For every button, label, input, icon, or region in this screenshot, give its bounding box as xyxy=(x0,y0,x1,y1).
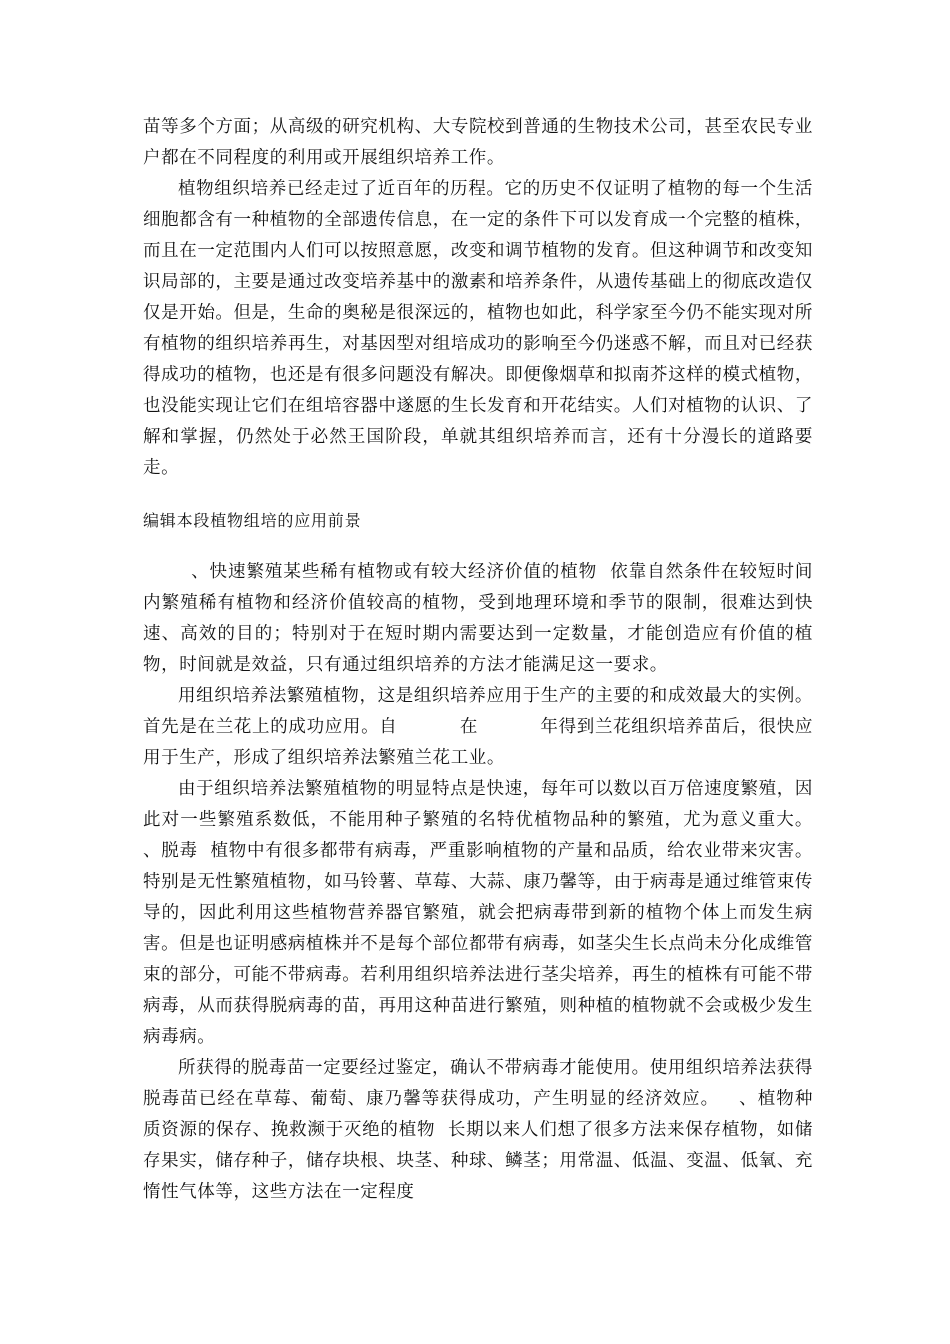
document-body xyxy=(143,112,832,1208)
paragraph-4: 用组织培养法繁殖植物，这是组织培养应用于生产的主要的和成效最大的实例。首先是在兰花上的成功应用。自 在 年得到兰花组织培养苗后，很快应用于生产，形成了组织培养法繁殖兰花工业。 xyxy=(143,686,813,768)
paragraph-3: 、快速繁殖某些稀有植物或有较大经济价值的植物 依靠自然条件在较短时间内繁殖稀有植物和经济价值较高的植物，受到地理环境和季节的限制，很难达到快速、高效的目的；特别对于在短时期内需要达到一定数量，才能创造应有价值的植物，时间就是效益，只有通过组织培养的方法才能满足这一要求。 xyxy=(143,562,814,675)
paragraph-1: 苗等多个方面；从高级的研究机构、大专院校到普通的生物技术公司，甚至农民专业户都在不同程度的利用或开展组织培养工作。 xyxy=(143,117,813,168)
paragraph-2: 植物组织培养已经走过了近百年的历程。它的历史不仅证明了植物的每一个生活细胞都含有一种植物的全部遗传信息，在一定的条件下可以发育成一个完整的植株，而且在一定范围内人们可以按照意愿，改变和调节植物的发育。但这种调节和改变知识局部的，主要是通过改变培养基中的激素和培养条件，从遗传基础上的彻底改造仅仅是开始。但是，生命的奥秘是很深远的，植物也如此，科学家至今仍不能实现对所有植物的组织培养再生，对基因型对组培成功的影响至今仍迷惑不解，而且对已经获得成功的植物，也还是有很多问题没有解决。即便像烟草和拟南芥这样的模式植物，也没能实现让它们在组培容器中遂愿的生长发育和开花结实。人们对植物的认识、了解和掌握，仍然处于必然王国阶段，单就其组织培养而言，还有十分漫长的道路要走。 xyxy=(143,179,813,478)
paragraph-6: 所获得的脱毒苗一定要经过鉴定，确认不带病毒才能使用。使用组织培养法获得脱毒苗已经在草莓、葡萄、康乃馨等获得成功，产生明显的经济效应。 、植物种质资源的保存、挽救濒于灭绝的植物 长期以来人们想了很多方法来保存植物，如储存果实，储存种子，储存块根、块茎、种球、鳞茎；用常温、低温、变温、低氧、充惰性气体等，这些方法在一定程度 xyxy=(143,1058,813,1202)
paragraph-5: 由于组织培养法繁殖植物的明显特点是快速，每年可以数以百万倍速度繁殖，因此对一些繁殖系数低，不能用种子繁殖的名特优植物品种的繁殖，尤为意义重大。 、脱毒 植物中有很多都带有病毒，严重影响植物的产量和品质，给农业带来灾害。特别是无性繁殖植物，如马铃薯、草莓、大蒜、康乃馨等，由于病毒是通过维管束传导的，因此利用这些植物营养器官繁殖，就会把病毒带到新的植物个体上而发生病害。但是也证明感病植株并不是每个部位都带有病毒，如茎尖生长点尚未分化成维管束的部分，可能不带病毒。若利用组织培养法进行茎尖培养，再生的植株有可能不带病毒，从而获得脱病毒的苗，再用这种苗进行繁殖，则种植的植物就不会或极少发生病毒病。 xyxy=(143,779,832,1047)
section-heading: 编辑本段植物组培的应用前景 xyxy=(143,511,362,530)
